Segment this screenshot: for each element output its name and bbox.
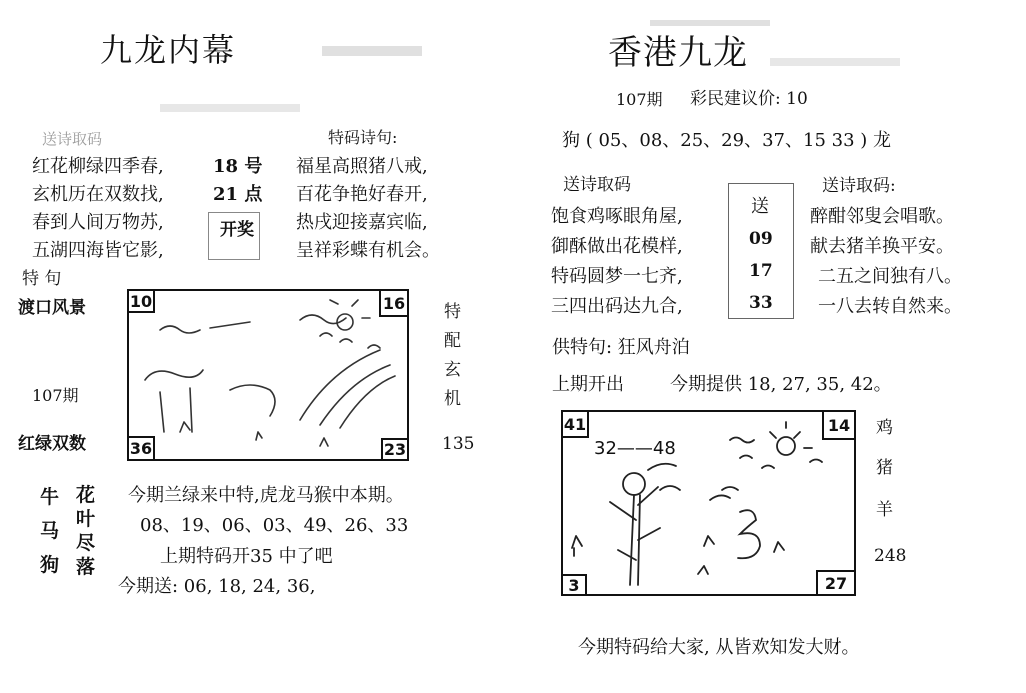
right-poem-heading-left: 送诗取码 [563, 175, 631, 195]
side-vertical-char: 玄 [444, 360, 461, 380]
right-corner-tl: 41 [561, 410, 589, 438]
right-footer: 今期特码给大家, 从皆欢知发大财。 [578, 637, 860, 658]
faint-smudge [160, 104, 300, 112]
left-side-number: 135 [442, 434, 475, 454]
left-poem-line: 春到人间万物苏, [32, 212, 164, 233]
te-ju-label: 特 句 [22, 269, 62, 289]
left-drawing-frame [127, 289, 409, 461]
side-vertical-char: 特 [444, 302, 461, 322]
last-hit-line: 上期特码开35 中了吧 [160, 546, 333, 567]
flower-char: 花 [76, 484, 96, 506]
left-poem-line: 红花柳绿四季春, [32, 156, 164, 177]
left-poem-heading-right: 特码诗句: [328, 128, 398, 147]
right-period: 107期 [616, 90, 663, 109]
send-box-number: 17 [749, 261, 773, 281]
right-corner-bl: 3 [561, 574, 587, 596]
faint-smudge [770, 58, 900, 66]
left-poem-line: 玄机历在双数找, [32, 184, 164, 205]
right-poem-heading-right: 送诗取码: [822, 176, 896, 196]
left-mid-point: 21 点 [213, 184, 263, 205]
left-numbers: 08、19、06、03、49、26、33 [140, 515, 409, 536]
left-poem-line: 五湖四海皆它影, [32, 240, 164, 261]
flower-char: 落 [76, 556, 96, 578]
right-price: 彩民建议价: 10 [690, 89, 808, 109]
send-box-number: 33 [749, 293, 773, 313]
right-corner-br: 27 [816, 570, 856, 596]
send-line: 今期送: 06, 18, 24, 36, [118, 576, 316, 597]
right-side-number: 248 [874, 546, 907, 566]
last-open-label: 上期开出 [552, 374, 624, 395]
right-poem-line: 特码圆梦一七齐, [551, 266, 683, 287]
left-period: 107期 [32, 386, 79, 405]
red-green-label: 红绿双数 [18, 434, 86, 454]
right-poem-line: 御酥做出花模样, [551, 236, 683, 257]
right-poem-line: 饱食鸡啄眼角屋, [551, 206, 683, 227]
left-corner-tl: 10 [127, 289, 155, 313]
flower-char: 叶 [76, 508, 96, 530]
side-vertical-char: 机 [444, 389, 461, 409]
right-poem-line: 醉酣邻叟会唱歌。 [810, 206, 954, 227]
left-mid-number: 18 号 [213, 156, 263, 177]
right-poem-line: 一八去转自然来。 [818, 296, 962, 317]
side-vertical-char: 配 [444, 331, 461, 351]
right-poem-line: 二五之间独有八。 [818, 266, 962, 287]
left-poem-line: 热戌迎接嘉宾临, [296, 212, 428, 233]
left-line1: 今期兰绿来中特,虎龙马猴中本期。 [128, 485, 404, 506]
right-poem-line: 献去猪羊换平安。 [810, 236, 954, 257]
left-title: 九龙内幕 [100, 31, 237, 69]
supply-line: 供特句: 狂风舟泊 [552, 337, 690, 358]
drawing-label: 32——48 [594, 438, 676, 459]
left-corner-bl: 36 [127, 436, 155, 461]
right-poem-line: 三四出码达九合, [551, 296, 683, 317]
dog-line: 狗 ( 05、08、25、29、37、15 33 ) 龙 [562, 130, 891, 151]
faint-smudge [322, 46, 422, 56]
zodiac-char: 狗 [40, 554, 60, 576]
right-side-char: 羊 [876, 500, 893, 520]
scenery-label: 渡口风景 [18, 298, 86, 318]
right-corner-tr: 14 [822, 410, 856, 440]
provide-line: 今期提供 18, 27, 35, 42。 [670, 374, 892, 395]
faint-smudge [650, 20, 770, 26]
send-box-char: 送 [751, 196, 769, 217]
left-poem-line: 福星高照猪八戒, [296, 156, 428, 177]
right-side-char: 猪 [876, 458, 893, 478]
left-corner-br: 23 [381, 438, 409, 461]
left-mid-open: 开奖 [220, 220, 254, 240]
zodiac-char: 牛 [40, 486, 60, 508]
flower-char: 尽 [76, 532, 96, 554]
send-box-number: 09 [749, 229, 773, 249]
zodiac-char: 马 [40, 520, 60, 542]
left-poem-line: 百花争艳好春开, [296, 184, 428, 205]
left-corner-tr: 16 [379, 289, 409, 317]
right-side-char: 鸡 [876, 418, 893, 438]
left-poem-line: 呈祥彩蝶有机会。 [296, 240, 440, 261]
left-poem-heading-left: 送诗取码 [42, 130, 103, 148]
right-title: 香港九龙 [608, 33, 748, 73]
